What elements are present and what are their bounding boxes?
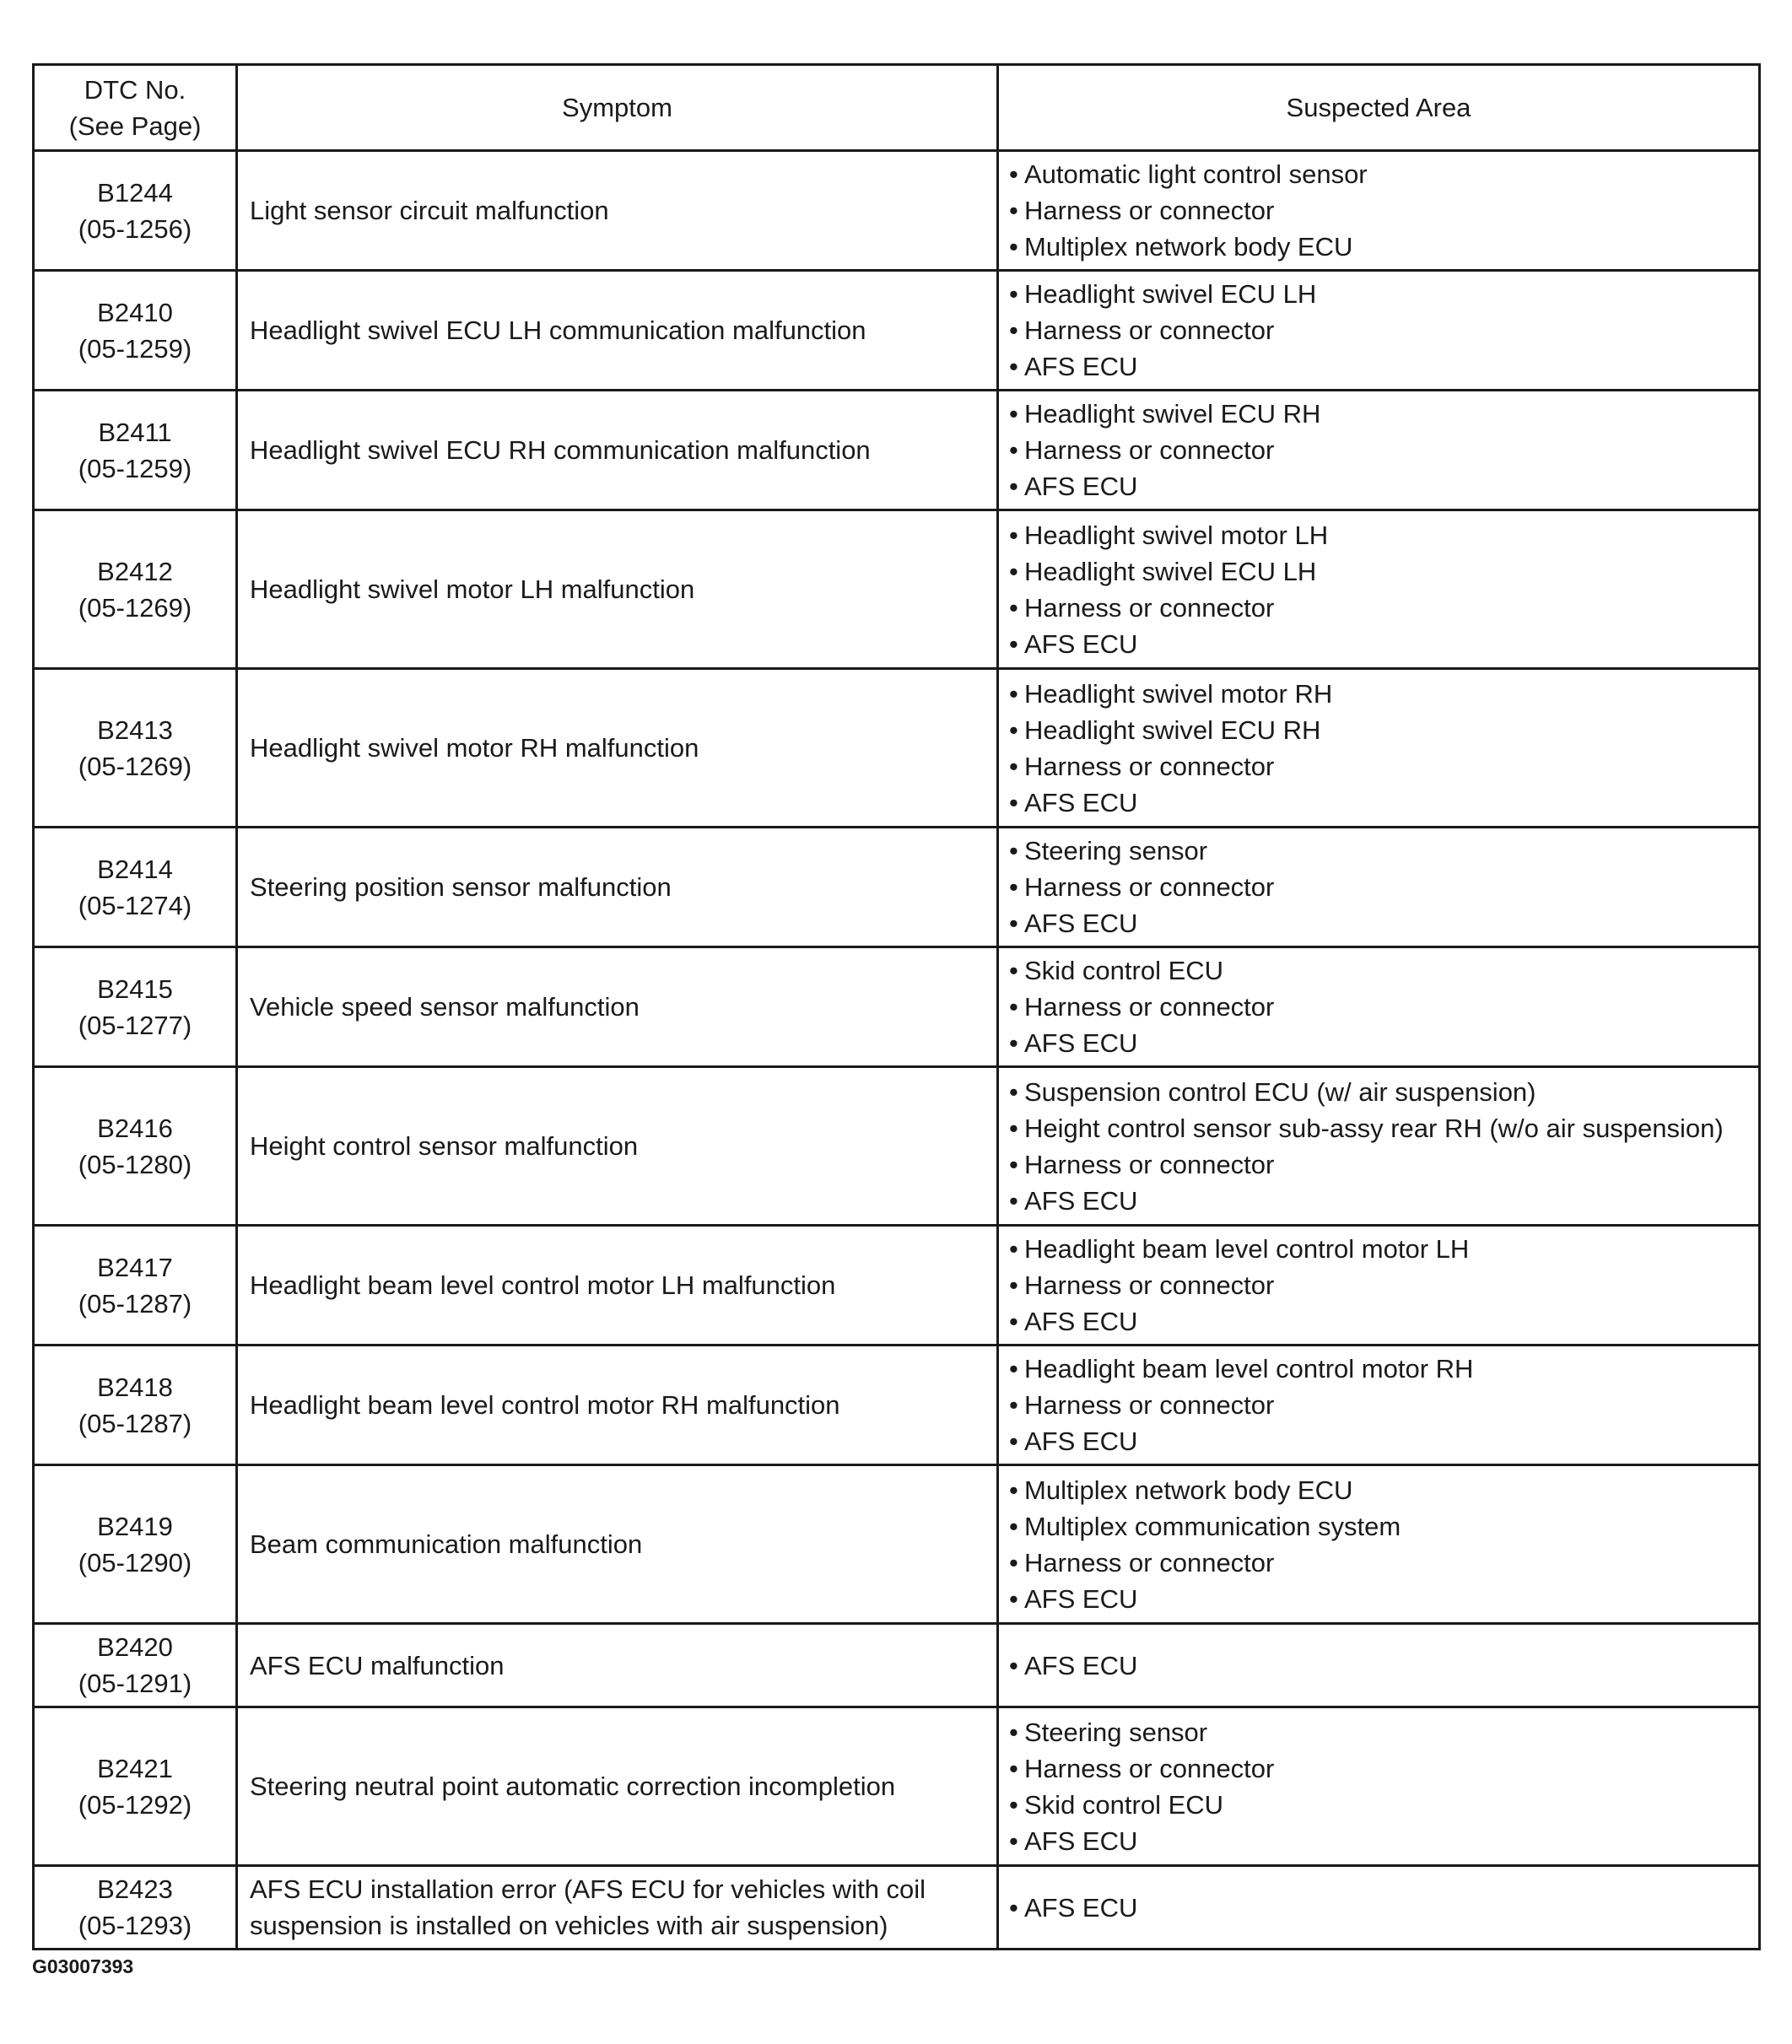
suspected-area-item (1009, 1146, 1753, 1183)
bullet-icon: • (1009, 399, 1018, 429)
bullet-icon: • (1009, 1076, 1018, 1107)
bullet-icon: • (1009, 1892, 1018, 1923)
suspected-area-cell (998, 391, 1760, 510)
header-dtc-no-line2: (See Page) (68, 111, 202, 141)
suspected-area-text: Headlight beam level control motor LH (1024, 1234, 1470, 1264)
suspected-area-text: Headlight swivel ECU RH (1024, 399, 1321, 429)
suspected-area-text: Headlight swivel ECU LH (1024, 279, 1317, 309)
bullet-icon: • (1009, 1475, 1018, 1505)
header-dtc-no-line1: DTC No. (84, 74, 186, 105)
suspected-area-item (1009, 626, 1753, 662)
suspected-area-item (1009, 1423, 1753, 1459)
suspected-area-text: AFS ECU (1024, 1426, 1138, 1456)
suspected-area-list (1009, 1074, 1753, 1219)
suspected-area-cell (998, 1067, 1760, 1226)
dtc-code: B2411 (98, 417, 172, 447)
suspected-area-item (1009, 1648, 1753, 1684)
suspected-area-item (1009, 748, 1753, 785)
dtc-code-cell (34, 1707, 237, 1866)
dtc-page-ref: (05-1269) (78, 592, 192, 623)
symptom-cell (237, 271, 998, 391)
suspected-area-item (1009, 1714, 1753, 1750)
suspected-area-item (1009, 676, 1753, 712)
suspected-area-text: Headlight beam level control motor RH (1024, 1354, 1474, 1383)
table-row (34, 1067, 1760, 1226)
suspected-area-list (1009, 156, 1753, 265)
suspected-area-text: Harness or connector (1024, 1547, 1275, 1577)
suspected-area-text: Height control sensor sub-assy rear RH (w/o air suspension) (1024, 1113, 1724, 1143)
header-row (34, 65, 1760, 151)
symptom-cell (237, 669, 998, 828)
suspected-area-text: AFS ECU (1024, 1185, 1138, 1216)
dtc-code-cell (34, 1624, 237, 1707)
suspected-area-text: AFS ECU (1024, 352, 1138, 381)
bullet-icon: • (1009, 715, 1018, 745)
suspected-area-text: Harness or connector (1024, 1753, 1275, 1783)
suspected-area-item (1009, 1074, 1753, 1110)
bullet-icon: • (1009, 1717, 1018, 1747)
table-row (34, 1346, 1760, 1465)
dtc-page-ref: (05-1291) (78, 1669, 192, 1698)
dtc-code: B2410 (97, 297, 173, 327)
table-header (34, 65, 1760, 151)
suspected-area-item (1009, 1110, 1753, 1146)
dtc-code-cell (34, 151, 237, 271)
suspected-area-item (1009, 517, 1753, 553)
dtc-code-cell (34, 1067, 237, 1226)
suspected-area-list (1009, 952, 1753, 1061)
dtc-code-cell (34, 510, 237, 669)
dtc-page-ref: (05-1259) (78, 333, 192, 364)
symptom-cell (237, 1346, 998, 1465)
suspected-area-list (1009, 1714, 1753, 1859)
bullet-icon: • (1009, 1390, 1018, 1420)
suspected-area-text: Multiplex communication system (1024, 1511, 1401, 1541)
suspected-area-text: AFS ECU (1024, 628, 1138, 659)
suspected-area-text: Steering sensor (1024, 836, 1208, 866)
suspected-area-text: Harness or connector (1024, 872, 1275, 902)
table-row (34, 1465, 1760, 1624)
symptom-cell (237, 1866, 998, 1950)
suspected-area-cell (998, 828, 1760, 947)
suspected-area-item (1009, 1545, 1753, 1581)
bullet-icon: • (1009, 315, 1018, 345)
header-suspected-area: Suspected Area (998, 65, 1760, 151)
bullet-icon: • (1009, 1354, 1018, 1383)
bullet-icon: • (1009, 751, 1018, 781)
suspected-area-list (1009, 396, 1753, 504)
bullet-icon: • (1009, 1113, 1018, 1143)
symptom-cell (237, 1067, 998, 1226)
suspected-area-text: Harness or connector (1024, 315, 1275, 345)
dtc-page-ref: (05-1293) (78, 1911, 192, 1940)
dtc-code-cell (34, 1465, 237, 1624)
suspected-area-item (1009, 1303, 1753, 1340)
suspected-area-text: AFS ECU (1024, 1650, 1138, 1680)
dtc-code-cell (34, 391, 237, 510)
symptom-cell (237, 1465, 998, 1624)
dtc-code-cell (34, 669, 237, 828)
bullet-icon: • (1009, 1270, 1018, 1300)
bullet-icon: • (1009, 1547, 1018, 1577)
dtc-code: B1244 (97, 177, 173, 208)
suspected-area-cell (998, 510, 1760, 669)
bullet-icon: • (1009, 1753, 1018, 1783)
dtc-code: B2416 (97, 1113, 173, 1143)
suspected-area-text: AFS ECU (1024, 1892, 1138, 1923)
suspected-area-item (1009, 952, 1753, 989)
table-row (34, 151, 1760, 271)
dtc-code-cell (34, 828, 237, 947)
suspected-area-item (1009, 276, 1753, 312)
table-row (34, 1707, 1760, 1866)
header-symptom: Symptom (237, 65, 998, 151)
suspected-area-item (1009, 312, 1753, 348)
suspected-area-cell (998, 1624, 1760, 1707)
suspected-area-item (1009, 156, 1753, 192)
symptom-cell (237, 510, 998, 669)
suspected-area-item (1009, 869, 1753, 905)
suspected-area-item (1009, 590, 1753, 626)
suspected-area-text: Harness or connector (1024, 196, 1275, 225)
dtc-page-ref: (05-1256) (78, 213, 192, 244)
symptom-text: Headlight swivel ECU LH communication malfunction (250, 315, 866, 345)
suspected-area-list (1009, 833, 1753, 941)
suspected-area-text: Headlight swivel motor LH (1024, 520, 1329, 550)
suspected-area-cell (998, 1866, 1760, 1950)
suspected-area-item (1009, 229, 1753, 265)
table-row (34, 1866, 1760, 1950)
suspected-area-text: Harness or connector (1024, 1270, 1275, 1300)
bullet-icon: • (1009, 1234, 1018, 1264)
dtc-code-cell (34, 1226, 237, 1346)
bullet-icon: • (1009, 1028, 1018, 1058)
suspected-area-item (1009, 989, 1753, 1025)
suspected-area-item (1009, 712, 1753, 748)
bullet-icon: • (1009, 352, 1018, 381)
bullet-icon: • (1009, 678, 1018, 709)
bullet-icon: • (1009, 1583, 1018, 1614)
suspected-area-list (1009, 1231, 1753, 1340)
table-row (34, 510, 1760, 669)
table-body (34, 151, 1760, 1950)
bullet-icon: • (1009, 1149, 1018, 1179)
bullet-icon: • (1009, 836, 1018, 866)
dtc-code: B2418 (97, 1372, 173, 1402)
suspected-area-item (1009, 1750, 1753, 1787)
bullet-icon: • (1009, 232, 1018, 262)
suspected-area-cell (998, 1226, 1760, 1346)
suspected-area-text: Automatic light control sensor (1024, 159, 1368, 189)
dtc-code: B2415 (97, 973, 173, 1004)
suspected-area-text: Harness or connector (1024, 592, 1275, 623)
bullet-icon: • (1009, 159, 1018, 189)
dtc-code: B2412 (97, 556, 173, 586)
suspected-area-list (1009, 1351, 1753, 1459)
suspected-area-text: AFS ECU (1024, 1583, 1138, 1614)
bullet-icon: • (1009, 1826, 1018, 1856)
bullet-icon: • (1009, 1650, 1018, 1680)
suspected-area-list (1009, 676, 1753, 821)
suspected-area-cell (998, 1465, 1760, 1624)
suspected-area-cell (998, 947, 1760, 1067)
suspected-area-item (1009, 1581, 1753, 1617)
table-row (34, 391, 1760, 510)
symptom-text: Headlight beam level control motor LH malfunction (250, 1270, 836, 1300)
dtc-table (32, 63, 1761, 1950)
symptom-text: Steering position sensor malfunction (250, 872, 672, 902)
suspected-area-text: AFS ECU (1024, 1028, 1138, 1058)
suspected-area-text: Headlight swivel motor RH (1024, 678, 1333, 709)
dtc-code-cell (34, 271, 237, 391)
suspected-area-item (1009, 432, 1753, 468)
dtc-code-cell (34, 1346, 237, 1465)
dtc-code-cell (34, 947, 237, 1067)
suspected-area-item (1009, 1387, 1753, 1423)
suspected-area-item (1009, 468, 1753, 504)
dtc-code: B2419 (97, 1511, 173, 1541)
suspected-area-text: Harness or connector (1024, 751, 1275, 781)
suspected-area-text: AFS ECU (1024, 1826, 1138, 1856)
bullet-icon: • (1009, 472, 1018, 501)
bullet-icon: • (1009, 909, 1018, 938)
suspected-area-list (1009, 1472, 1753, 1617)
symptom-cell (237, 828, 998, 947)
dtc-page-ref: (05-1277) (78, 1010, 192, 1040)
symptom-cell (237, 1624, 998, 1707)
bullet-icon: • (1009, 279, 1018, 309)
suspected-area-text: Multiplex network body ECU (1024, 1475, 1353, 1505)
table-row (34, 947, 1760, 1067)
dtc-code-cell (34, 1866, 237, 1950)
suspected-area-item (1009, 1890, 1753, 1926)
header-dtc-no (34, 65, 237, 151)
suspected-area-cell (998, 271, 1760, 391)
dtc-page-ref: (05-1290) (78, 1547, 192, 1577)
symptom-text: Headlight swivel motor RH malfunction (250, 733, 699, 763)
bullet-icon: • (1009, 1307, 1018, 1336)
suspected-area-item (1009, 1508, 1753, 1545)
dtc-page-ref: (05-1280) (78, 1149, 192, 1179)
dtc-page-ref: (05-1287) (78, 1408, 192, 1438)
bullet-icon: • (1009, 592, 1018, 623)
symptom-text: AFS ECU malfunction (250, 1650, 505, 1680)
bullet-icon: • (1009, 992, 1018, 1022)
suspected-area-text: Suspension control ECU (w/ air suspension) (1024, 1076, 1536, 1107)
symptom-text: Height control sensor malfunction (250, 1131, 639, 1161)
symptom-text: Vehicle speed sensor malfunction (250, 992, 640, 1022)
symptom-cell (237, 151, 998, 271)
suspected-area-item (1009, 1823, 1753, 1859)
bullet-icon: • (1009, 196, 1018, 225)
table-row (34, 271, 1760, 391)
bullet-icon: • (1009, 1511, 1018, 1541)
bullet-icon: • (1009, 1426, 1018, 1456)
suspected-area-text: AFS ECU (1024, 787, 1138, 817)
dtc-page-ref: (05-1259) (78, 453, 192, 483)
bullet-icon: • (1009, 872, 1018, 902)
table-row (34, 828, 1760, 947)
dtc-page-ref: (05-1274) (78, 890, 192, 920)
suspected-area-item (1009, 1787, 1753, 1823)
suspected-area-item (1009, 785, 1753, 821)
suspected-area-list (1009, 517, 1753, 662)
symptom-text: Headlight swivel ECU RH communication malfunction (250, 435, 871, 465)
symptom-cell (237, 947, 998, 1067)
suspected-area-text: Headlight swivel ECU RH (1024, 715, 1321, 745)
suspected-area-item (1009, 1183, 1753, 1219)
dtc-code: B2421 (97, 1753, 173, 1783)
bullet-icon: • (1009, 1789, 1018, 1820)
suspected-area-item (1009, 1351, 1753, 1387)
suspected-area-text: AFS ECU (1024, 909, 1138, 938)
suspected-area-item (1009, 396, 1753, 432)
suspected-area-item (1009, 833, 1753, 869)
dtc-page-ref: (05-1269) (78, 751, 192, 781)
suspected-area-text: AFS ECU (1024, 1307, 1138, 1336)
dtc-code: B2420 (97, 1632, 173, 1662)
symptom-text: Headlight swivel motor LH malfunction (250, 574, 695, 604)
suspected-area-item (1009, 553, 1753, 590)
suspected-area-text: Harness or connector (1024, 992, 1275, 1022)
suspected-area-list (1009, 1648, 1753, 1684)
suspected-area-item (1009, 192, 1753, 229)
suspected-area-cell (998, 151, 1760, 271)
symptom-cell (237, 1226, 998, 1346)
dtc-page-ref: (05-1292) (78, 1789, 192, 1820)
dtc-code: B2417 (97, 1252, 173, 1282)
suspected-area-item (1009, 348, 1753, 385)
suspected-area-list (1009, 1890, 1753, 1926)
suspected-area-text: Headlight swivel ECU LH (1024, 556, 1317, 586)
suspected-area-text: AFS ECU (1024, 472, 1138, 501)
suspected-area-item (1009, 1472, 1753, 1508)
suspected-area-cell (998, 1707, 1760, 1866)
dtc-code: B2413 (97, 715, 173, 745)
dtc-code: B2423 (97, 1874, 173, 1904)
suspected-area-text: Harness or connector (1024, 435, 1275, 465)
suspected-area-text: Multiplex network body ECU (1024, 232, 1353, 262)
dtc-code: B2414 (97, 854, 173, 884)
symptom-text: Headlight beam level control motor RH malfunction (250, 1390, 840, 1420)
bullet-icon: • (1009, 787, 1018, 817)
table-row (34, 1226, 1760, 1346)
suspected-area-item (1009, 1267, 1753, 1303)
symptom-cell (237, 391, 998, 510)
bullet-icon: • (1009, 556, 1018, 586)
table-row (34, 669, 1760, 828)
suspected-area-cell (998, 1346, 1760, 1465)
symptom-text: Beam communication malfunction (250, 1529, 643, 1559)
suspected-area-text: Skid control ECU (1024, 1789, 1224, 1820)
bullet-icon: • (1009, 1185, 1018, 1216)
symptom-text: Steering neutral point automatic correction incompletion (250, 1772, 896, 1801)
symptom-cell (237, 1707, 998, 1866)
suspected-area-item (1009, 1231, 1753, 1267)
table-row (34, 1624, 1760, 1707)
dtc-page-ref: (05-1287) (78, 1288, 192, 1319)
suspected-area-list (1009, 276, 1753, 385)
suspected-area-text: Harness or connector (1024, 1390, 1275, 1420)
suspected-area-cell (998, 669, 1760, 828)
symptom-text: AFS ECU installation error (AFS ECU for vehicles with coil suspension is installed on vehicles with air suspension) (250, 1874, 926, 1940)
figure-id: G03007393 (32, 1955, 134, 1977)
bullet-icon: • (1009, 435, 1018, 465)
suspected-area-item (1009, 905, 1753, 941)
symptom-text: Light sensor circuit malfunction (250, 196, 609, 225)
bullet-icon: • (1009, 956, 1018, 985)
bullet-icon: • (1009, 628, 1018, 659)
suspected-area-item (1009, 1025, 1753, 1061)
suspected-area-text: Skid control ECU (1024, 956, 1224, 985)
suspected-area-text: Steering sensor (1024, 1717, 1208, 1747)
bullet-icon: • (1009, 520, 1018, 550)
suspected-area-text: Harness or connector (1024, 1149, 1275, 1179)
